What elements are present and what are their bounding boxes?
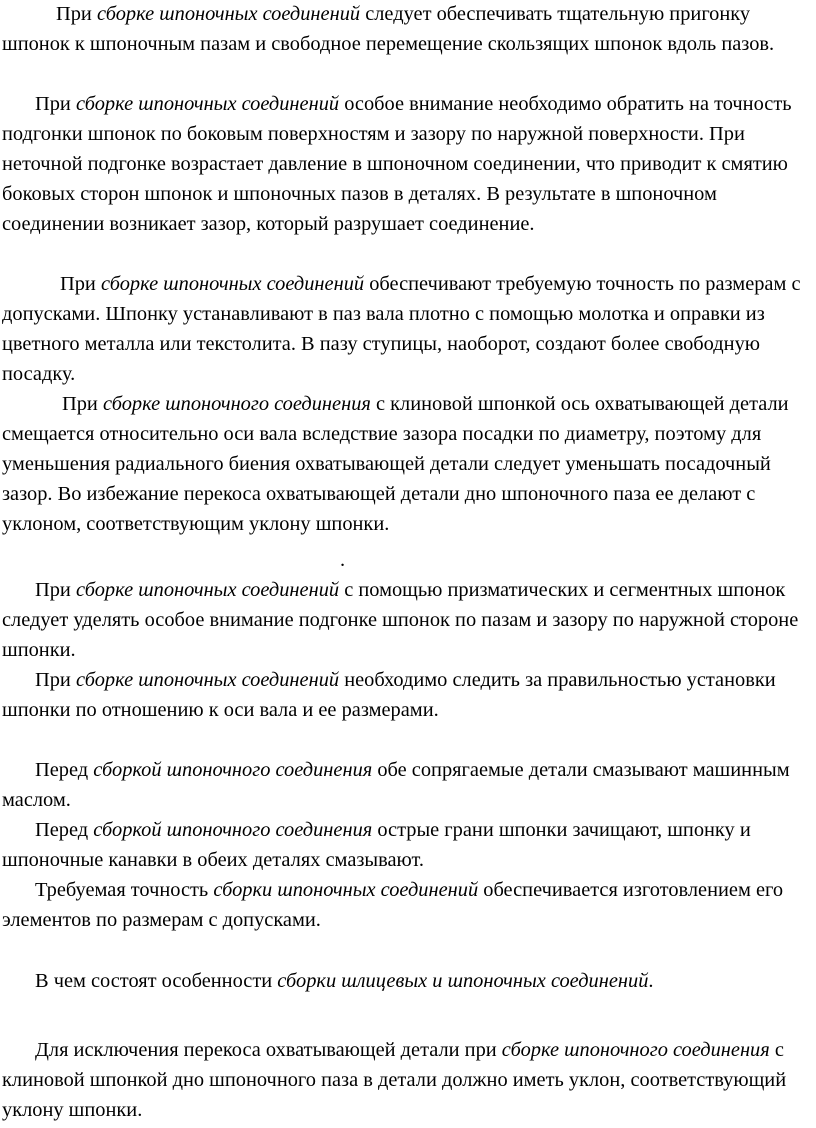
paragraph-5-lead: При	[35, 579, 76, 601]
paragraph-11-body: с клиновой шпонкой дно шпоночного паза в детали должно иметь уклон, соответствующий уклону шпонки.	[2, 1039, 787, 1121]
paragraph-1-lead: При	[56, 3, 97, 25]
paragraph-6-lead: При	[35, 669, 76, 691]
paragraph-8-emphasis: сборкой шпоночного соединения	[93, 819, 373, 841]
separator-dot: .	[340, 549, 346, 571]
paragraph-2-body: особое внимание необходимо обратить на точность подгонки шпонок по боковым поверхностям и зазору по наружной поверхности. При неточной подгонке возрастает давление в шпоночном соединении, что приводит к смятию боковых сторон шпонок и шпоночных пазов в деталях. В результате в шпоночном соединении возникает зазор, который разрушает соединение.	[2, 93, 792, 235]
paragraph-9	[2, 875, 810, 935]
paragraph-11-lead: Для исключения перекоса охватывающей детали при	[35, 1039, 502, 1061]
paragraph-4-body: с клиновой шпонкой ось охватывающей детали смещается относительно оси вала вследствие зазора посадки по диаметру, поэтому для уменьшения радиального биения охватывающей детали следует уменьшать посадочный зазор. Во избежание перекоса охватывающей детали дно шпоночного паза ее делают с уклоном, соответствующим уклону шпонки.	[2, 393, 789, 535]
paragraph-7	[2, 755, 810, 815]
paragraph-4-emphasis: сборке шпоночного соединения	[102, 393, 371, 415]
paragraph-3-lead: При	[60, 273, 101, 295]
paragraph-9-lead: Требуемая точность	[35, 879, 214, 901]
paragraph-8	[2, 815, 810, 875]
paragraph-4-lead: При	[62, 393, 103, 415]
paragraph-5	[2, 575, 810, 665]
paragraph-3	[2, 269, 810, 389]
paragraph-2	[2, 89, 810, 239]
paragraph-10-question	[2, 966, 810, 996]
paragraph-7-emphasis: сборкой шпоночного соединения	[93, 759, 373, 781]
paragraph-6-body: необходимо следить за правильностью установки шпонки по отношению к оси вала и ее размерами.	[2, 669, 776, 721]
paragraph-1	[2, 0, 810, 59]
paragraph-5-emphasis: сборке шпоночных соединений	[75, 579, 340, 601]
paragraph-7-body: обе сопрягаемые детали смазывают машинным маслом.	[2, 759, 790, 811]
paragraph-11-answer	[2, 1035, 810, 1125]
paragraph-11-emphasis: сборке шпоночного соединения	[501, 1039, 770, 1061]
paragraph-3-emphasis: сборке шпоночных соединений	[100, 273, 365, 295]
paragraph-4	[2, 389, 810, 539]
paragraph-5-body: с помощью призматических и сегментных шпонок следует уделять особое внимание подгонке шпонок по пазам и зазору по наружной стороне шпонки.	[2, 579, 799, 661]
paragraph-3-body: обеспечивают требуемую точность по размерам с допусками. Шпонку устанавливают в паз вала плотно с помощью молотка и оправки из цветного металла или текстолита. В пазу ступицы, наоборот, создают более свободную посадку.	[2, 273, 801, 385]
paragraph-9-emphasis: сборки шпоночных соединений	[213, 879, 479, 901]
paragraph-8-lead: Перед	[35, 819, 94, 841]
paragraph-8-body: острые грани шпонки зачищают, шпонку и шпоночные канавки в обеих деталях смазывают.	[2, 819, 751, 871]
paragraph-7-lead: Перед	[35, 759, 94, 781]
paragraph-10-emphasis: сборки шлицевых и шпоночных соединений	[277, 970, 649, 992]
paragraph-10-body: .	[648, 970, 654, 992]
paragraph-9-body: обеспечивается изготовлением его элементов по размерам с допусками.	[2, 879, 784, 931]
paragraph-10-lead: В чем состоят особенности	[35, 970, 278, 992]
paragraph-6	[2, 665, 810, 725]
paragraph-6-emphasis: сборке шпоночных соединений	[75, 669, 340, 691]
paragraph-1-body: следует обеспечивать тщательную пригонку шпонок к шпоночным пазам и свободное перемещение скользящих шпонок вдоль пазов.	[2, 3, 775, 55]
paragraph-2-emphasis: сборке шпоночных соединений	[75, 93, 340, 115]
paragraph-2-lead: При	[35, 93, 76, 115]
paragraph-1-emphasis: сборке шпоночных соединений	[96, 3, 361, 25]
